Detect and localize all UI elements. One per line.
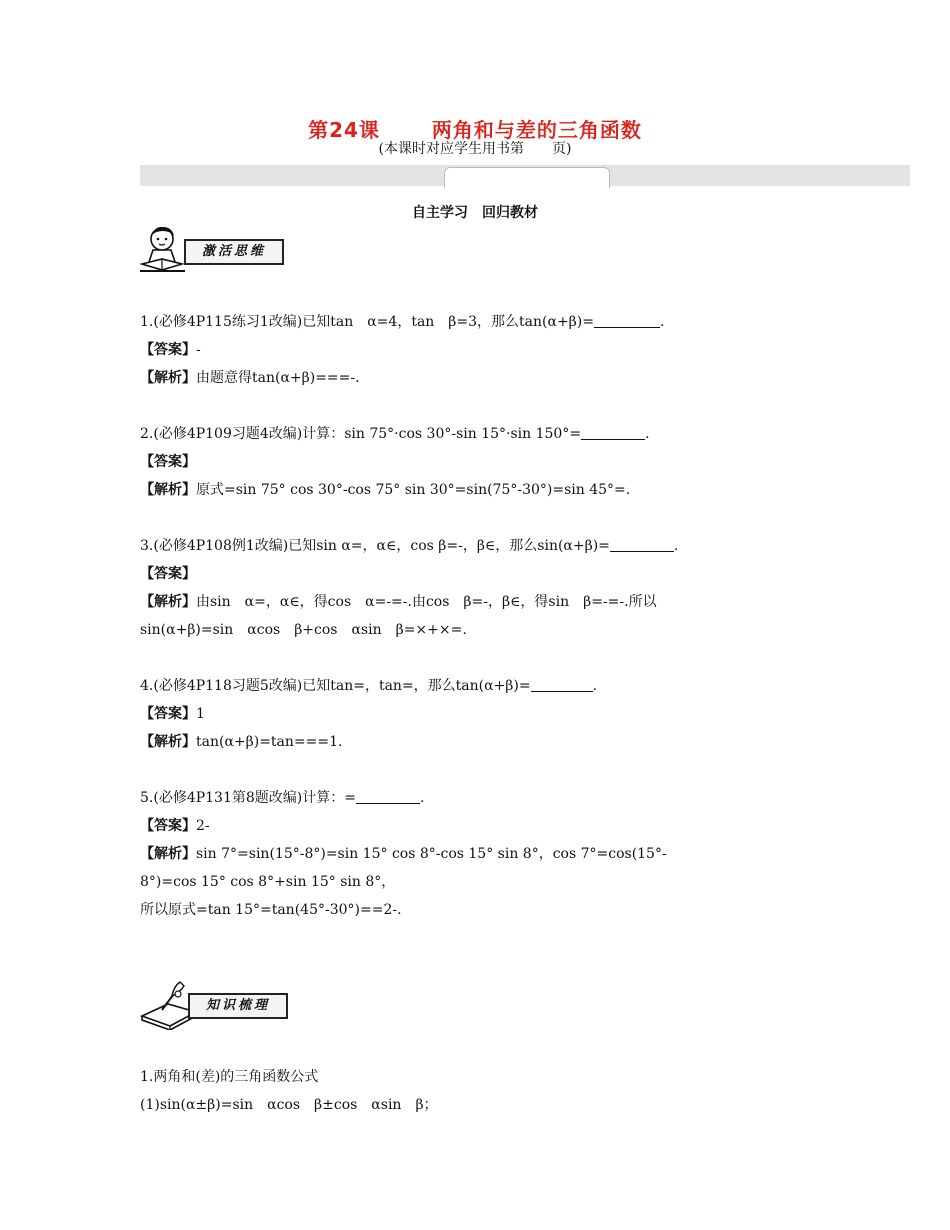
problem-1-analysis: 【解析】由题意得tan(α+β)===-. — [140, 370, 360, 386]
problem-3-answer: 【答案】 — [140, 566, 196, 582]
problem-2-question: 2.(必修4P109习题4改编)计算：sin 75°·cos 30°-sin 15°·sin 150°= . — [140, 426, 650, 442]
tab-active[interactable] — [444, 167, 610, 188]
answer-blank — [581, 425, 645, 440]
problem-1-answer: 【答案】- — [140, 342, 201, 358]
knowledge-formula-1: (1)sin(α±β)=sin αcos β±cos αsin β； — [140, 1097, 438, 1113]
lesson-topic: 两角和与差的三角函数 — [431, 118, 642, 142]
problem-3-question: 3.(必修4P108例1改编)已知sin α=，α∈，cos β=-，β∈，那么sin(α+β)= . — [140, 538, 679, 554]
problem-4-question: 4.(必修4P118习题5改编)已知tan=，tan=，那么tan(α+β)= . — [140, 678, 598, 694]
problem-1-question: 1.(必修4P115练习1改编)已知tan α=4，tan β=3，那么tan(α+β)= . — [140, 314, 665, 330]
problem-5-analysis: 【解析】sin 7°=sin(15°-8°)=sin 15° cos 8°-cos 15° sin 8°，cos 7°=cos(15°- — [140, 846, 667, 862]
knowledge-label: 知识梳理 — [188, 993, 288, 1019]
knowledge-heading: 1.两角和(差)的三角函数公式 — [140, 1069, 319, 1085]
activate-banner — [140, 224, 290, 276]
problem-2-analysis: 【解析】原式=sin 75° cos 30°-cos 75° sin 30°=sin(75°-30°)=sin 45°=. — [140, 482, 631, 498]
problem-2-answer: 【答案】 — [140, 454, 196, 470]
problem-5-analysis-conclusion: 所以原式=tan 15°=tan(45°-30°)==2-. — [140, 902, 402, 918]
problem-5-analysis-cont: 8°)=cos 15° cos 8°+sin 15° sin 8°， — [140, 874, 396, 890]
answer-blank — [610, 537, 674, 552]
knowledge-banner — [140, 980, 292, 1030]
answer-blank — [594, 313, 660, 328]
lesson-number: 第24课 — [308, 118, 380, 142]
problem-3-analysis-cont: sin(α+β)=sin αcos β+cos αsin β=×+×=. — [140, 622, 467, 638]
answer-blank — [531, 677, 593, 692]
problem-4-analysis: 【解析】tan(α+β)=tan===1. — [140, 734, 343, 750]
activate-label: 激活思维 — [184, 239, 284, 265]
problem-5-question: 5.(必修4P131第8题改编)计算：= . — [140, 790, 425, 806]
reading-student-icon — [140, 224, 186, 276]
lesson-subtitle: (本课时对应学生用书第 页) — [378, 141, 572, 157]
section-heading: 自主学习 回归教材 — [412, 205, 538, 221]
problem-3-analysis: 【解析】由sin α=，α∈，得cos α=-=-.由cos β=-，β∈，得sin β=-=-.所以 — [140, 594, 657, 610]
problem-4-answer: 【答案】1 — [140, 706, 205, 722]
answer-blank — [356, 789, 420, 804]
problem-5-answer: 【答案】2- — [140, 818, 210, 834]
